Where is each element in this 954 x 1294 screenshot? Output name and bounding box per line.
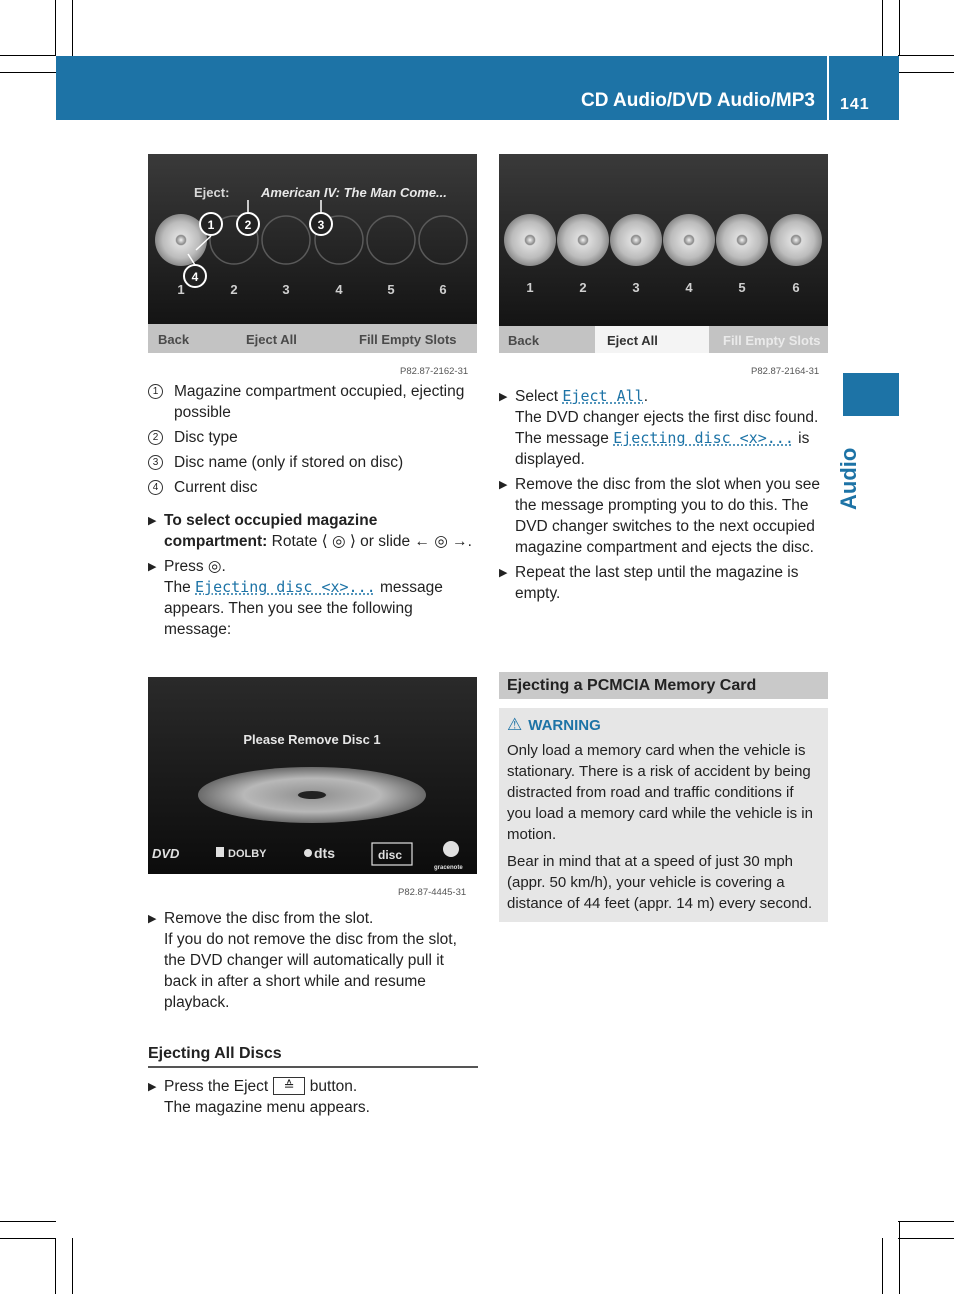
back-softkey[interactable]: Back [158,332,190,347]
step-arrow-icon: ▶ [148,561,157,573]
step-arrow-icon: ▶ [499,479,508,491]
page-number: 141 [840,96,870,113]
left-column [148,381,478,644]
instruction-step: ▶ Press ◎. The Ejecting disc <x>... message appears. Then you see the following message: [148,558,443,638]
disc [557,214,609,266]
fill-empty-slots-softkey[interactable]: Fill Empty Slots [723,333,821,348]
callout-number: 2 [244,218,252,232]
remove-disc-message: Please Remove Disc 1 [243,732,381,747]
step-arrow-icon: ▶ [148,1081,157,1093]
slot-number: 2 [579,280,587,295]
dvd-logo: DVD [152,846,180,861]
disc [663,214,715,266]
legend-item: 2 Disc type [148,427,478,448]
ejecting-disc-code: Ejecting disc <x>... [613,429,794,447]
instruction-step: ▶ Remove the disc from the slot. If you do not remove the disc from the slot, the DVD changer will automatically pull it back in after a short while and resume playback. [148,910,457,1011]
slot-number: 1 [177,282,185,297]
eject-all-softkey[interactable]: Eject All [607,333,658,348]
image-code: P82.87-2162-31 [400,366,469,377]
warning-triangle-icon: ⚠ [507,715,523,734]
slot-number: 1 [526,280,534,295]
instruction-step: ▶ Repeat the last step until the magazine is empty. [499,564,799,602]
pcmcia-section [499,672,828,922]
callout-number: 1 [207,218,215,232]
slot-number: 5 [738,280,746,295]
back-softkey[interactable]: Back [508,333,540,348]
side-tab-label: Audio [836,447,861,510]
disc [610,214,662,266]
callout-number: 3 [317,218,325,232]
ejecting-disc-code: Ejecting disc <x>... [195,578,376,596]
slot-number: 3 [282,282,290,297]
disc-1 [155,214,207,266]
page-title: CD Audio/DVD Audio/MP3 [581,90,815,111]
dolby-logo: DOLBY [228,848,267,860]
screenshot-magazine [148,154,477,353]
step-arrow-icon: ▶ [148,913,157,925]
disc [504,214,556,266]
callout-number: 4 [191,270,199,284]
disc [716,214,768,266]
eject-label: Eject: [194,185,230,200]
instruction-step: ▶ Press the Eject ≙ button. The magazine menu appears. [148,1078,370,1116]
eject-all-softkey[interactable]: Eject All [246,332,297,347]
header-divider [827,56,829,120]
slot-number: 4 [685,280,693,295]
eject-button-icon: ≙ [273,1077,306,1095]
warning-box [499,708,828,922]
slot-number: 6 [439,282,447,297]
step-arrow-icon: ▶ [499,567,508,579]
section-heading: Ejecting a PCMCIA Memory Card [499,672,828,699]
warning-text: Only load a memory card when the vehicle is stationary. There is a risk of accident by being distracted from road and traffic conditions if you load a memory card while the vehicle is in motion. [507,742,813,843]
image-code: P82.87-4445-31 [398,887,467,898]
warning-text: Bear in mind that at a speed of just 30 mph (appr. 50 km/h), your vehicle is covering a distance of 44 feet (appr. 14 m) every second. [507,853,813,912]
instruction-step: ▶ To select occupied magazine compartment: Rotate ⟨ ◎ ⟩ or slide ← ◎ →. [148,512,472,550]
dts-logo: dts [314,845,335,861]
fill-empty-slots-softkey[interactable]: Fill Empty Slots [359,332,457,347]
step-arrow-icon: ▶ [499,391,508,403]
warning-header: ⚠ WARNING [507,715,601,734]
instruction-step: ▶ Select Eject All. The DVD changer ejects the first disc found. The message Ejecting disc <x>... is displayed. [499,387,819,468]
screenshot-remove-disc [148,677,477,874]
slot-number: 4 [335,282,343,297]
remove-disc-screen [148,677,477,874]
all-discs-screen [499,154,828,353]
right-column [499,386,830,608]
disc [770,214,822,266]
disc-logo: disc [378,848,403,862]
instruction-step: ▶ Remove the disc from the slot when you see the message prompting you to do this. The DVD changer switches to the next occupied magazine compartment and ejects the disc. [499,476,820,556]
eject-all-code: Eject All [562,387,644,405]
legend-item: 3 Disc name (only if stored on disc) [148,452,478,473]
header-bar [56,56,899,120]
legend-item: 4 Current disc [148,477,478,498]
slot-number: 5 [387,282,395,297]
legend-item: 1 Magazine compartment occupied, ejecting possible [148,381,478,423]
gracenote-logo: gracenote [434,865,463,871]
disc-name: American IV: The Man Come... [261,185,447,200]
side-tab [843,373,899,416]
section-heading: Ejecting All Discs [148,1043,478,1068]
screenshot-all-discs [499,154,828,353]
slot-number: 3 [632,280,640,295]
slot-number: 6 [792,280,800,295]
left-column-lower [148,908,478,1122]
slot-number: 2 [230,282,238,297]
magazine-screen [148,154,477,353]
image-code: P82.87-2164-31 [751,366,820,377]
step-arrow-icon: ▶ [148,515,157,527]
